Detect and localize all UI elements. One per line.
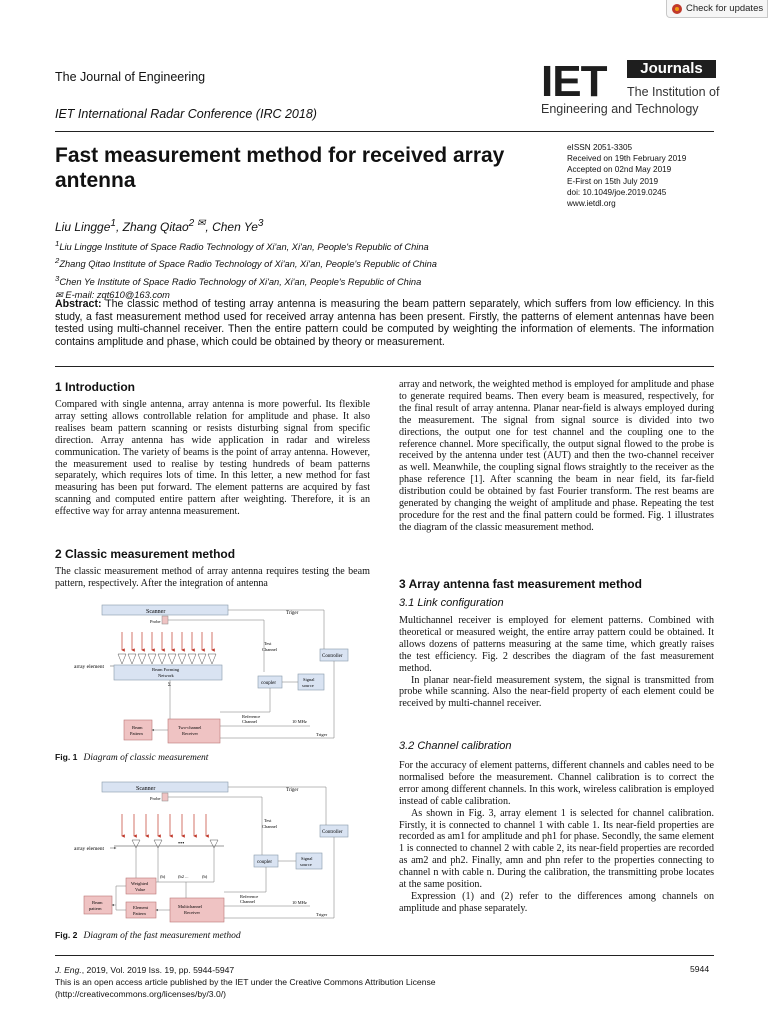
license-text: This is an open access article published by the IET under the Creative Commons Attribution License: [55, 977, 436, 987]
paragraph: Multichannel receiver is employed for element patterns. Combined with theoretical or measured weight, the entire array pattern could be obtained. It allows dozens of patterns measuring at the same time, which greatly raises the test efficiency. Fig. 2 describes the diagram of the fast measurement method.: [399, 615, 714, 674]
iet-journals-label: Journals: [627, 60, 716, 78]
scanner-label: Scanner: [146, 609, 166, 615]
antenna-element: [158, 654, 166, 664]
figure-caption-text: Diagram of classic measurement: [83, 753, 209, 763]
check-for-updates-badge[interactable]: [666, 0, 768, 18]
channel-label: (b): [202, 874, 208, 879]
beam-pattern-block: [124, 720, 152, 740]
ellipsis-symbol: •••: [178, 841, 185, 847]
signal-label: source: [300, 862, 312, 867]
figure-1-caption: [55, 752, 208, 763]
receiver-label: Receiver: [182, 731, 198, 736]
clock-label: 10 MHz: [292, 900, 307, 905]
probe-block: [162, 793, 168, 801]
crossmark-icon: [672, 4, 682, 14]
figure-label: Fig. 1: [55, 752, 78, 762]
signal-label: Signal: [301, 856, 313, 861]
section-2-text: [55, 566, 370, 590]
meta-issn: eISSN 2051-3305: [567, 143, 633, 152]
subsection-heading: 3.1 Link configuration: [399, 597, 504, 609]
beam-pattern-block: [84, 896, 112, 914]
meta-website[interactable]: www.ietdl.org: [567, 199, 616, 209]
antenna-element: [210, 840, 218, 848]
affiliation: [55, 237, 437, 254]
section-heading: 3 Array antenna fast measurement method: [399, 577, 642, 591]
test-channel-label: Channel: [262, 824, 277, 829]
paragraph: As shown in Fig. 3, array element 1 is selected for channel calibration. Firstly, it is connected to channel 1 with cable 1. Its near-field properties are recorded as am1 for amplitude and ph1 for phase. Secondly, the same element 1 is connected to channel 2 with cable 2, its near-field properties are recorded as am2 and ph2. Finally, amn and phn refer to the properties connecting to channel n with cable n. During the calibration, the transmitting probe locates at the same position.: [399, 807, 714, 891]
beam-pattern-label: Pattern: [130, 731, 143, 736]
antenna-element: [132, 840, 140, 848]
beam-pattern-label: pattern: [89, 906, 102, 911]
antenna-element: [148, 654, 156, 664]
element-pattern-label: Element: [133, 905, 148, 910]
paragraph: The classic measurement method of array antenna requires testing the beam pattern, respectively. After the integration of antenna: [55, 566, 370, 589]
triger-label: Triger: [316, 732, 328, 737]
iet-institution-line2: Engineering and Technology: [541, 102, 699, 116]
section-2-text-continued: [399, 379, 714, 534]
iet-institution-line1: The Institution of: [627, 85, 720, 99]
sum-symbol: Σ: [168, 683, 171, 688]
figure-label: Fig. 2: [55, 930, 78, 940]
weighted-value-label: Weighted: [131, 881, 149, 886]
antenna-element: [168, 654, 176, 664]
antenna-element: [208, 654, 216, 664]
triger-label: Triger: [316, 912, 328, 917]
channel-label: (b2 ...: [178, 874, 189, 879]
receiver-label: Multichannel: [178, 904, 202, 909]
probe-label: Probe: [150, 619, 161, 624]
figure-2-caption: [55, 930, 241, 941]
coupler-label: coupler: [257, 860, 272, 865]
author-sup: 3: [257, 218, 264, 229]
array-element-arrows: [122, 814, 206, 836]
section-heading: 2 Classic measurement method: [55, 547, 236, 561]
reference-label: Channel: [242, 719, 257, 724]
article-meta: [567, 142, 686, 209]
conference-name: IET International Radar Conference (IRC 2018): [55, 107, 317, 121]
affiliation: [55, 254, 437, 271]
bfn-label: Beam Forming: [152, 667, 180, 672]
signal-label: Signal: [303, 677, 315, 682]
triger-label: Triger: [286, 788, 299, 793]
abstract-text: The classic method of testing array antenna is measuring the beam pattern separately, which suffers from low efficiency. In this study, a fast measurement method used for received array antenna has been present. Firstly, the patterns of element antennas have been tested using multi-channel receiver. Then the entire pattern could be computed by weighting the information of elements. The information contains amplitude and phase, which could be obtained by theory or measurement.: [55, 298, 714, 349]
figure-caption-text: Diagram of the fast measurement method: [83, 931, 241, 941]
meta-received: Received on 19th February 2019: [567, 154, 687, 164]
paragraph: In planar near-field measurement system, the signal is transmitted from probe while scanning. Also the near-field property of each element could be received by multi-channel receiver.: [399, 674, 714, 710]
antenna-element: [154, 840, 162, 848]
scanner-block: [102, 782, 228, 792]
affiliation-text: Liu Lingge Institute of Space Radio Technology of Xi'an, Xi'an, People's Republic of China: [59, 242, 429, 253]
test-channel-label: Test: [264, 641, 272, 646]
channel-label: (b): [160, 874, 166, 879]
section-1-text: [55, 399, 370, 518]
antenna-element: [138, 654, 146, 664]
array-element-label: array element: [74, 664, 105, 670]
page-number: 5944: [690, 964, 710, 974]
affiliation-text: Chen Ye Institute of Space Radio Technology of Xi'an, Xi'an, People's Republic of China: [59, 276, 422, 287]
receiver-label: Receiver: [184, 910, 200, 915]
controller-label: Controller: [322, 654, 343, 659]
citation-details: , 2019, Vol. 2019 Iss. 19, pp. 5944-5947: [81, 965, 235, 975]
signal-label: source: [302, 683, 314, 688]
affiliation-sup: 2: [55, 256, 60, 266]
affiliation-text: Zhang Qitao Institute of Space Radio Technology of Xi'an, Xi'an, People's Republic of China: [59, 259, 437, 270]
bfn-label: Network: [158, 673, 174, 678]
affiliation-sup: 1: [55, 239, 60, 248]
meta-efirst: E-First on 15th July 2019: [567, 176, 659, 186]
coupler-label: coupler: [261, 681, 276, 686]
abstract-label: Abstract:: [55, 298, 102, 310]
weighted-value-label: Value: [135, 887, 146, 892]
section-heading: 1 Introduction: [55, 380, 135, 394]
author-list: [55, 218, 263, 234]
author-sup: 2 ✉: [188, 218, 206, 229]
header-rule: [55, 131, 714, 132]
check-for-updates-label: Check for updates: [686, 3, 764, 14]
antenna-element: [128, 654, 136, 664]
footer-rule: [55, 955, 714, 956]
antenna-element: [178, 654, 186, 664]
author-sep: ,: [115, 220, 123, 234]
author-name: Zhang Qitao: [122, 220, 189, 234]
array-element-symbols: [118, 654, 216, 664]
test-channel-label: Test: [264, 818, 272, 823]
element-pattern-label: Pattern: [133, 911, 146, 916]
author-name: Liu Lingge: [55, 220, 111, 234]
citation: [55, 964, 436, 976]
figure-2-diagram: [74, 778, 370, 924]
test-channel-label: Channel: [262, 647, 277, 652]
license-link[interactable]: (http://creativecommons.org/licenses/by/3.0/): [55, 989, 226, 999]
subsection-heading: 3.2 Channel calibration: [399, 740, 512, 752]
probe-block: [162, 616, 168, 624]
controller-label: Controller: [322, 830, 343, 835]
footer: [55, 964, 436, 1000]
reference-label: Channel: [240, 899, 255, 904]
clock-label: 10 MHz: [292, 719, 307, 724]
iet-logo-mark: IET: [541, 57, 607, 106]
triger-label: Triger: [286, 611, 299, 616]
figure-1-diagram: [74, 602, 370, 746]
antenna-element: [188, 654, 196, 664]
affiliation: [55, 272, 437, 289]
paragraph: For the accuracy of element patterns, different channels and cables need to be normalised before the measurement. Channel calibration is to correct the error among different channels. In this work, wireless calibration is employed instead of cable calibration.: [399, 760, 714, 807]
author-name: Chen Ye: [212, 220, 258, 234]
section-3-1-text: [399, 615, 714, 710]
meta-doi[interactable]: doi: 10.1049/joe.2019.0245: [567, 187, 667, 197]
reference-label: Reference: [240, 894, 259, 899]
receiver-label: Two-channel: [178, 725, 202, 730]
author-sup: 1: [110, 218, 116, 229]
beam-pattern-label: Beam: [132, 725, 143, 730]
scanner-label: Scanner: [136, 786, 156, 792]
author-sep: ,: [205, 220, 213, 234]
iet-logo: [541, 56, 720, 124]
array-element-label: array element: [74, 846, 105, 852]
affiliation-list: [55, 237, 437, 302]
journal-name: The Journal of Engineering: [55, 70, 206, 84]
probe-label: Probe: [150, 796, 161, 801]
article-title: Fast measurement method for received array antenna: [55, 144, 505, 192]
citation-journal: J. Eng.: [55, 965, 82, 975]
antenna-element: [118, 654, 126, 664]
reference-label: Reference: [242, 714, 261, 719]
paragraph: Compared with single antenna, array antenna is more powerful. Its flexible array setting allows controllable relation for amplitude and phase. It also realises beam pattern scanning or resists disturbing signal from specific direction. Array antenna has wide application in radar and wireless communication. The variety of beams is the point of array antenna. However, the measurement used to realise by testing hundreds of beam patterns separately, which requires lots of time. In this letter, a new method for fast measuring has been put forward. The element patterns are acquired by fast scanning and computed entire pattern after weighting. Therefore, it is an effective way for array antenna measurement.: [55, 399, 370, 518]
beam-pattern-label: Beam: [92, 900, 103, 905]
abstract-rule: [55, 366, 714, 367]
array-element-symbols: [132, 840, 218, 848]
abstract: [55, 298, 714, 349]
array-element-arrows: [122, 632, 212, 650]
paragraph: Expression (1) and (2) refer to the differences among channels on amplitude and phase separately.: [399, 890, 714, 914]
section-3-2-text: [399, 760, 714, 915]
author-email[interactable]: ✉ E-mail: zqt610@163.com: [55, 289, 170, 300]
meta-accepted: Accepted on 02nd May 2019: [567, 165, 672, 175]
affiliation-sup: 3: [55, 273, 60, 283]
paragraph: array and network, the weighted method is employed for amplitude and phase to generate required beams. Then every beam is measured, respectively, for the final result of array antenna. Planar near-field is always employed during the measurement. The signal from signal source is divided into two directions, the output one for test channel and the coupling one to the reference channel. More specifically, the output signal flowed to the probe is received by the antenna under test (AUT) and then the two-channel receiver as well. Meanwhile, the coupling signal flows straightly to the receiver as the phase reference [1]. After scanning the beam in near field, its far-field distribution could be obtained by fast Fourier transform. The rest beams are generated by changing the weight of amplitude and phase. Repeating the test procedure for the rest and the final pattern could be formed. Fig. 1 illustrates the diagram of the classic measurement method.: [399, 379, 714, 533]
antenna-element: [198, 654, 206, 664]
